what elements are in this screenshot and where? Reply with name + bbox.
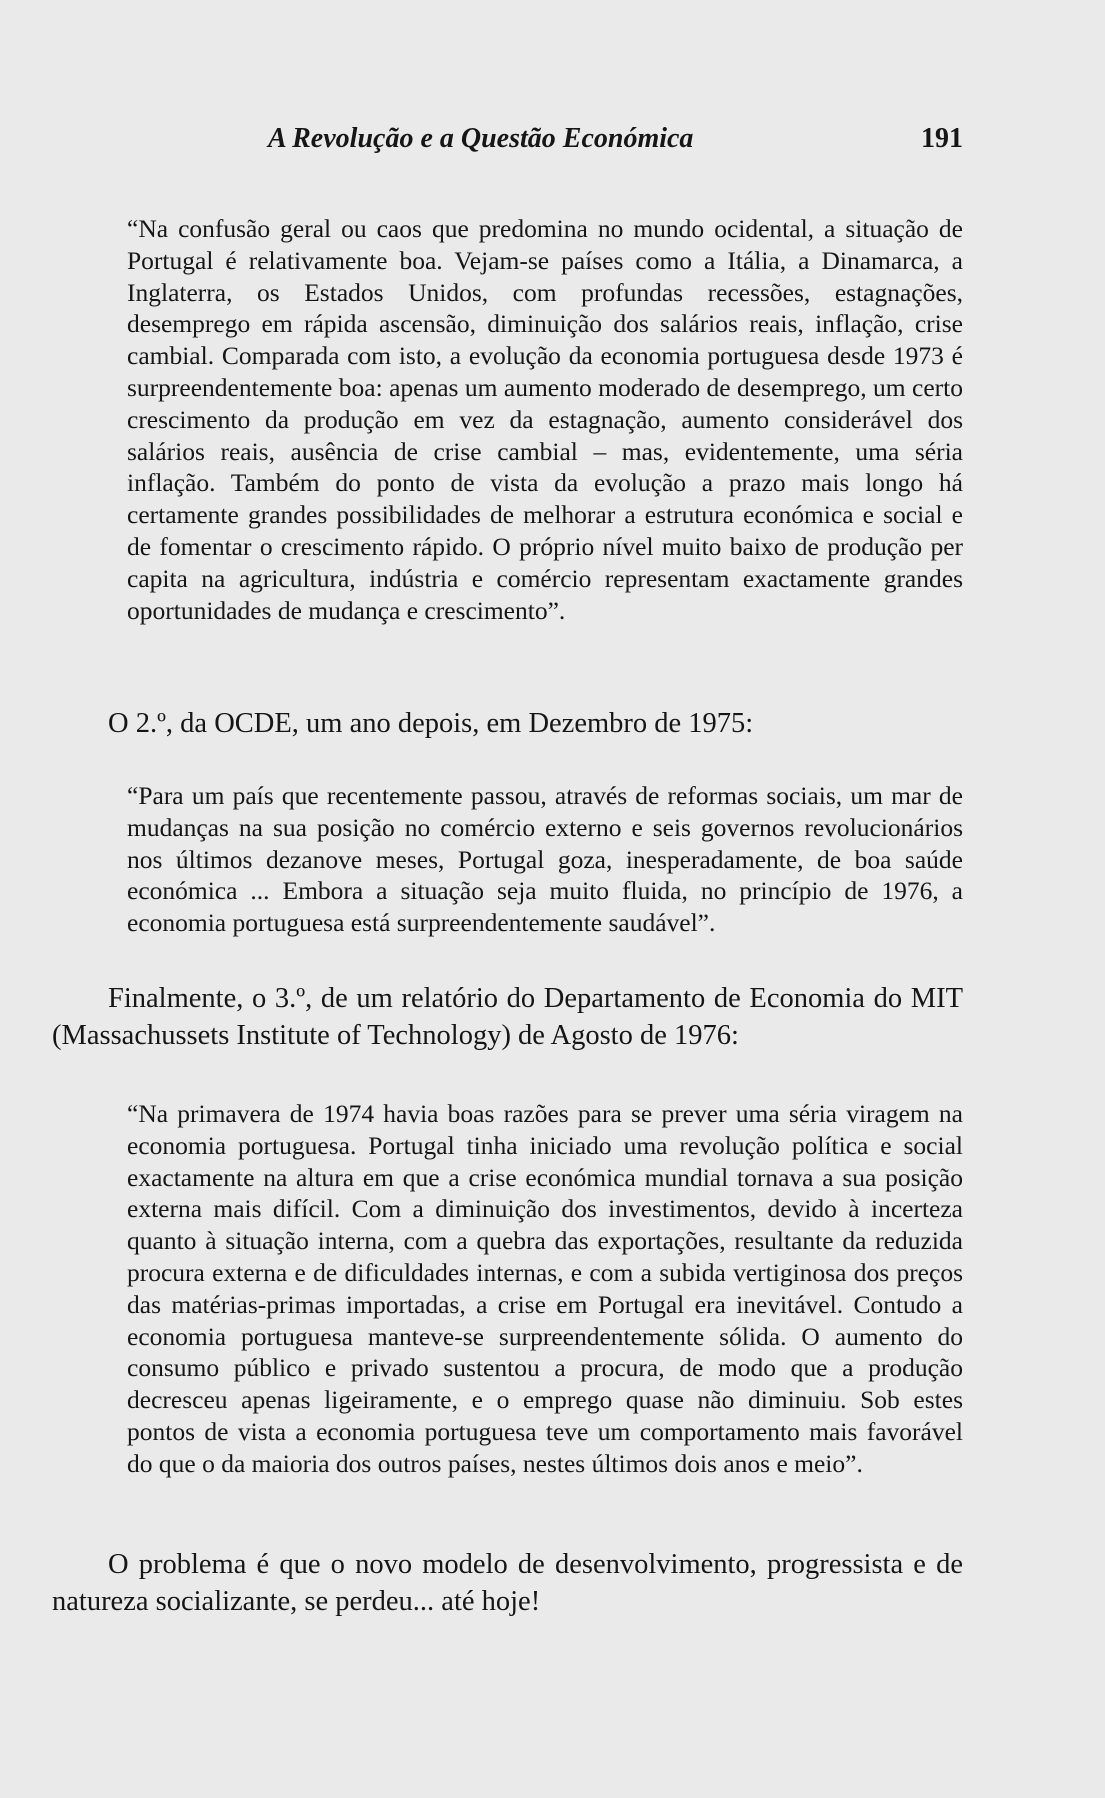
- paragraph-3: O problema é que o novo modelo de desenvolvimento, progressista e de natureza socializante, se perdeu... até hoje!: [52, 1549, 963, 1617]
- paragraph-2: Finalmente, o 3.º, de um relatório do Departamento de Economia do MIT (Massachussets Institute of Technology) de Agosto de 1976:: [52, 983, 963, 1051]
- running-title: A Revolução e a Questão Económica: [268, 123, 694, 154]
- paragraph-1: O 2.º, da OCDE, um ano depois, em Dezembro de 1975:: [108, 708, 754, 739]
- page-header: [268, 121, 963, 157]
- quote-block-2: “Para um país que recentemente passou, através de reformas sociais, um mar de mudanças na sua posição no comércio externo e seis governos revolucionários nos últimos dezanove meses, Portugal goza, inesperadamente, de boa saúde económica ... Embora a situação seja muito fluida, no princípio de 1976, a economia portuguesa está surpreendentemente saudável”.: [127, 781, 963, 938]
- page-number: 191: [921, 123, 963, 154]
- quote-block-3: “Na primavera de 1974 havia boas razões para se prever uma séria viragem na economia portuguesa. Portugal tinha iniciado uma revolução política e social exactamente na altura em que a crise económica mundial tornava a sua posição externa mais difícil. Com a diminuição dos investimentos, devido à incerteza quanto à situação interna, com a quebra das exportações, resultante da reduzida procura externa e de dificuldades internas, e com a subida vertiginosa dos preços das matérias-primas importadas, a crise em Portugal era inevitável. Contudo a economia portuguesa manteve-se surpreendentemente sólida. O aumento do consumo público e privado sustentou a procura, de modo que a produção decresceu apenas ligeiramente, e o emprego quase não diminuiu. Sob estes pontos de vista a economia portuguesa teve um comportamento mais favorável do que o da maioria dos outros países, nestes últimos dois anos e meio”.: [127, 1099, 963, 1478]
- quote-block-1: “Na confusão geral ou caos que predomina no mundo ocidental, a situação de Portugal é relativamente boa. Vejam-se países como a Itália, a Dinamarca, a Inglaterra, os Estados Unidos, com profundas recessões, estagnações, desemprego em rápida ascensão, diminuição dos salários reais, inflação, crise cambial. Comparada com isto, a evolução da economia portuguesa desde 1973 é surpreendentemente boa: apenas um aumento moderado de desemprego, um certo crescimento da produção em vez da estagnação, aumento considerável dos salários reais, ausência de crise cambial – mas, evidentemente, uma séria inflação. Também do ponto de vista da evolução a prazo mais longo há certamente grandes possibilidades de melhorar a estrutura económica e social e de fomentar o crescimento rápido. O próprio nível muito baixo de produção per capita na agricultura, indústria e comércio representam exactamente grandes oportunidades de mudança e crescimento”.: [127, 214, 963, 625]
